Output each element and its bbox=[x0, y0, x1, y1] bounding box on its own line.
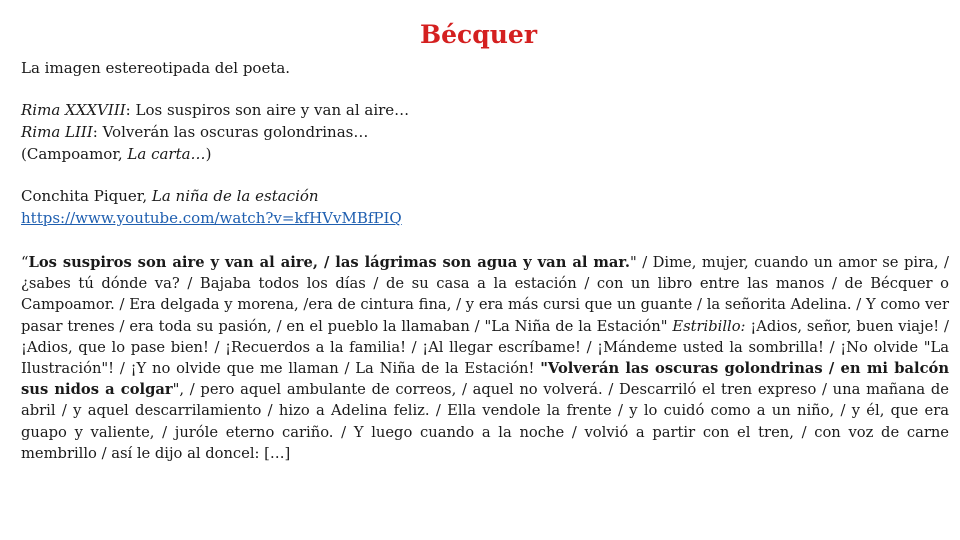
piquer-artist: Conchita Piquer, bbox=[21, 187, 152, 205]
lyrics-part-1: " / Dime, mujer, cuando un amor se pira, /¿sabes tú dónde va? / Bajaba todos los días / de su casa a la estación / con un libro entre las manos / de Bécquer o Campoamor. / Era delgada y morena, /era de cintura fina, / y era más cursi que un guante / la señorita Adelina. / Y como ver pasar trenes / era toda su pasión, / en el pueblo la llamaban / "La Niña de la Estación" bbox=[21, 254, 949, 335]
piquer-song bbox=[21, 186, 402, 208]
lyrics-part-3: ", / pero aquel ambulante de correos, / aquel no volverá. / Descarriló el tren expreso / una mañana de abril / y aquel descarrilamiento / hizo a Adelina feliz. / Ella vendole la frente / y lo cuidó como a un niño, / y él, que era guapo y valiente, / juróle eterno cariño. / Y luego cuando a la noche / volvió a partir con el tren, / con voz de carne membrillo / así le dijo al doncel: […] bbox=[21, 381, 949, 462]
campoamor-post: ) bbox=[205, 145, 212, 163]
rimas-list bbox=[21, 100, 409, 166]
song-lyrics bbox=[21, 252, 949, 464]
estribillo-label: Estribillo: bbox=[672, 317, 746, 335]
youtube-link[interactable]: https://www.youtube.com/watch?v=kfHVvMBfPIQ bbox=[21, 209, 402, 227]
piquer-song-title: La niña de la estación bbox=[151, 187, 319, 205]
campoamor-ref bbox=[21, 144, 409, 166]
lyrics-bold-1: Los suspiros son aire y van al aire, / las lágrimas son agua y van al mar. bbox=[28, 254, 630, 271]
campoamor-pre: (Campoamor, bbox=[21, 145, 128, 163]
rima-xxxviii bbox=[21, 100, 409, 122]
rima-ref: Rima LIII bbox=[21, 123, 93, 141]
lyrics-bold-2: "Volverán las oscuras golondrinas / en mi balcón sus nidos a colgar bbox=[21, 360, 949, 399]
subtitle: La imagen estereotipada del poeta. bbox=[21, 59, 291, 77]
rima-text: : Los suspiros son aire y van al aire… bbox=[125, 101, 410, 119]
piquer-block bbox=[21, 186, 402, 230]
rima-ref: Rima XXXVIII bbox=[21, 101, 126, 119]
open-quote: “ bbox=[21, 254, 29, 271]
campoamor-work: La carta… bbox=[127, 145, 206, 163]
lyrics-part-2: ¡Adios, señor, buen viaje! /¡Adios, que lo pase bien! / ¡Recuerdos a la familia! / ¡Al llegar escríbame! / ¡Mándeme usted la sombrilla! / ¡No olvide "La Ilustración"! / ¡Y no olvide que me llaman / La Niña de la Estación! bbox=[21, 317, 949, 378]
rima-text: : Volverán las oscuras golondrinas… bbox=[92, 123, 369, 141]
page-title: Bécquer bbox=[420, 20, 537, 49]
rima-liii bbox=[21, 122, 409, 144]
